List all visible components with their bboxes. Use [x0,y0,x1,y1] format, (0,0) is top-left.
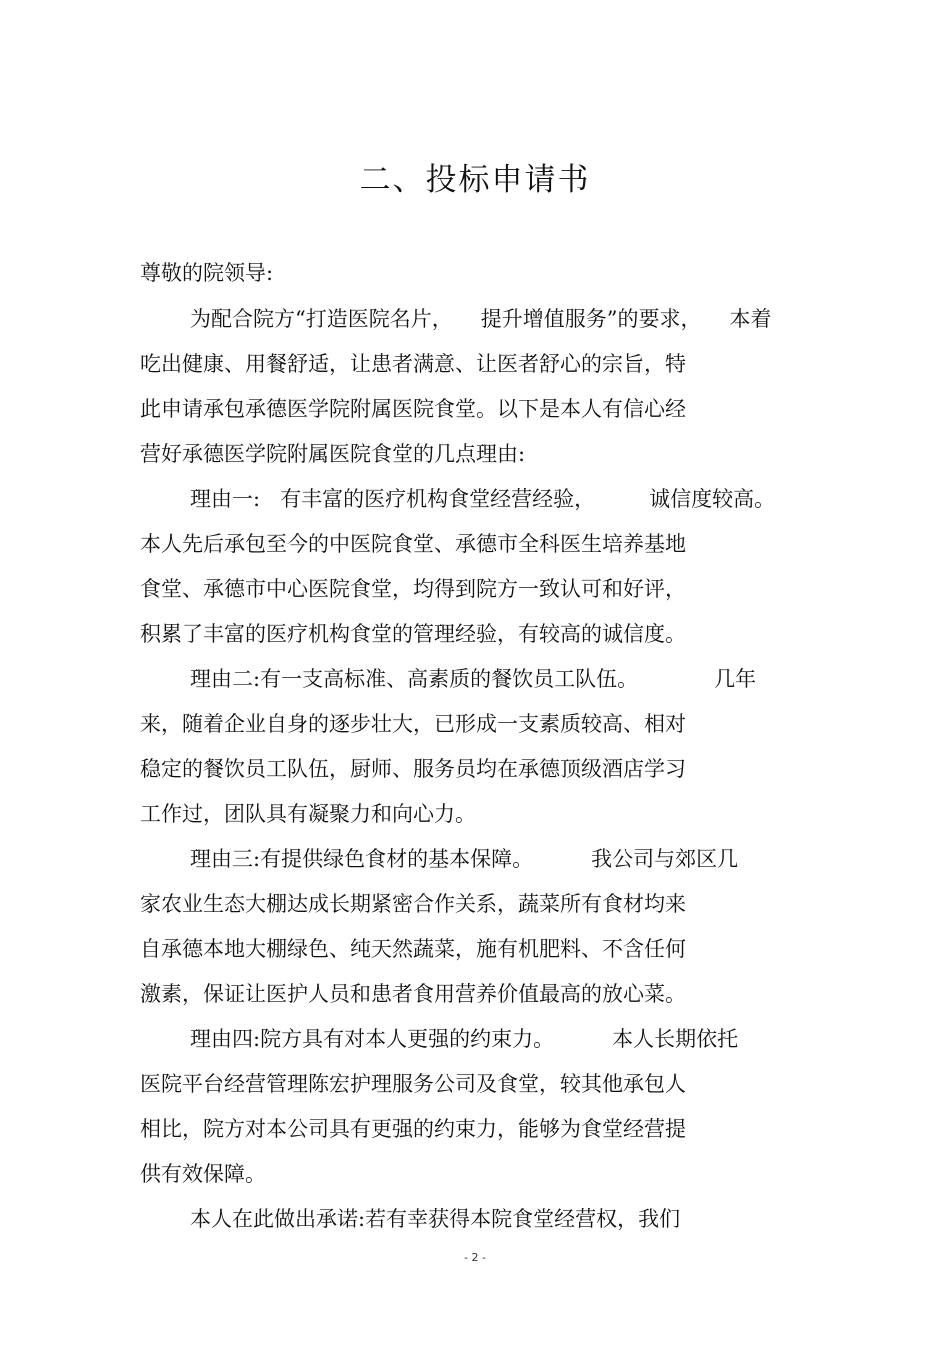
reason-3-line-3: 自承德本地大棚绿色、纯天然蔬菜，施有机肥料、不含任何 [140,937,686,961]
reason-1-line-2: 本人先后承包至今的中医院食堂、承德市全科医生培养基地 [140,532,686,556]
reason-3-line-2: 家农业生态大棚达成长期紧密合作关系，蔬菜所有食材均来 [140,892,686,916]
reason-1-line-4: 积累了丰富的医疗机构食堂的管理经验，有较高的诚信度。 [140,622,686,646]
paragraph-intro-line-2: 吃出健康、用餐舒适，让患者满意、让医者舒心的宗旨，特 [140,352,686,376]
reason-3-line-1 [190,844,738,874]
reason-4-line-4: 供有效保障。 [140,1162,266,1186]
reason-2-line-3: 稳定的餐饮员工队伍，厨师、服务员均在承德顶级酒店学习 [140,757,686,781]
text-segment: 理由二:有一支高标准、高素质的餐饮员工队伍。 [190,667,639,691]
reason-1-line-3: 食堂、承德市中心医院食堂，均得到院方一致认可和好评， [140,577,686,601]
page-number: - 2 - [464,1251,486,1264]
reason-4-line-1 [190,1024,738,1054]
text-segment: 理由一: [190,487,261,511]
text-segment: 提升增值服务”的要求， [480,307,702,331]
text-segment: 本着 [729,307,772,331]
reason-3-line-4: 激素，保证让医护人员和患者食用营养价值最高的放心菜。 [140,982,686,1006]
reason-1-line-1 [190,484,775,514]
reason-4-line-2: 医院平台经营管理陈宏护理服务公司及食堂，较其他承包人 [140,1072,686,1096]
text-segment: 理由三:有提供绿色食材的基本保障。 [190,847,534,871]
text-segment: 几年 [714,667,757,691]
commitment-line-1: 本人在此做出承诺:若有幸获得本院食堂经营权，我们 [190,1207,681,1231]
text-segment: 诚信度较高。 [649,487,776,511]
reason-4-line-3: 相比，院方对本公司具有更强的约束力，能够为食堂经营提 [140,1117,686,1141]
text-segment: 有丰富的医疗机构食堂经营经验， [280,487,596,511]
text-segment: 我公司与郊区几 [591,847,739,871]
text-segment: 理由四:院方具有对本人更强的约束力。 [190,1027,555,1051]
salutation: 尊敬的院领导: [140,261,274,285]
reason-2-line-4: 工作过，团队具有凝聚力和向心力。 [140,802,476,826]
reason-2-line-2: 来，随着企业自身的逐步壮大，已形成一支素质较高、相对 [140,712,686,736]
text-segment: 本人长期依托 [612,1027,739,1051]
reason-2-line-1 [190,664,756,694]
paragraph-intro-line-1 [190,304,772,334]
text-segment: 为配合院方“打造医院名片， [190,307,453,331]
paragraph-intro-line-4: 营好承德医学院附属医院食堂的几点理由: [140,442,526,466]
paragraph-intro-line-3: 此申请承包承德医学院附属医院食堂。以下是本人有信心经 [140,397,686,421]
page-title: 二、投标申请书 [359,162,591,198]
